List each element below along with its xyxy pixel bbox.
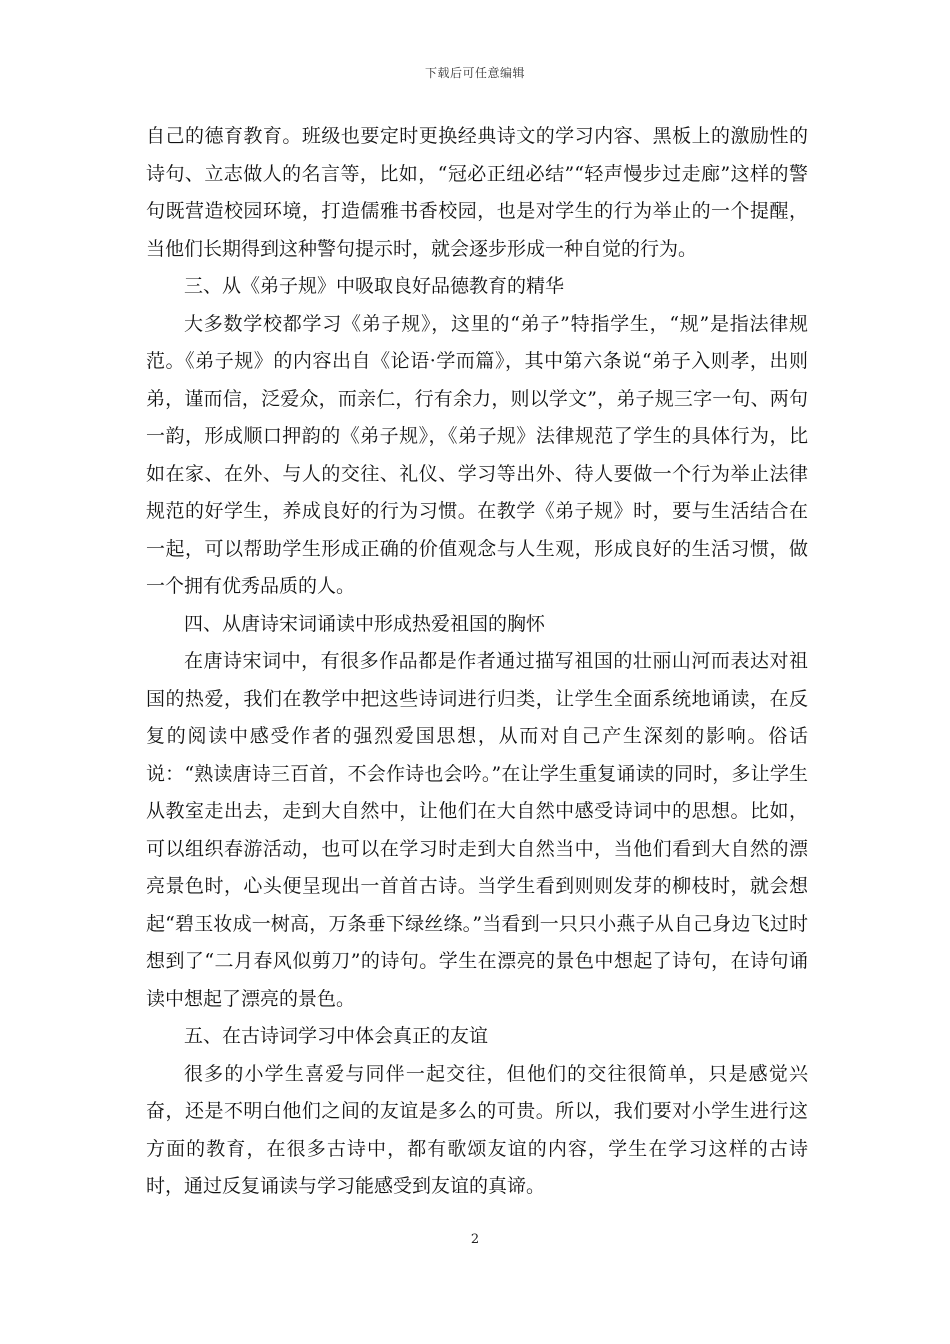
paragraph-intro: 自己的德育教育。班级也要定时更换经典诗文的学习内容、黑板上的激励性的诗句、立志做人的名言等，比如，“冠必正纽必结”“轻声慢步过走廊”这样的警句既营造校园环境，打造儒雅书香校园，也是对学生的行为举止的一个提醒，当他们长期得到这种警句提示时，就会逐步形成一种自觉的行为。 bbox=[146, 125, 808, 260]
document-body bbox=[146, 118, 808, 1206]
paragraph-tang-song: 在唐诗宋词中，有很多作品都是作者通过描写祖国的壮丽山河而表达对祖国的热爱，我们在教学中把这些诗词进行归类，让学生全面系统地诵读，在反复的阅读中感受作者的强烈爱国思想，从而对自己产生深刻的影响。俗话说：“熟读唐诗三百首，不会作诗也会吟。”在让学生重复诵读的同时，多让学生从教室走出去，走到大自然中，让他们在大自然中感受诗词中的思想。比如，可以组织春游活动，也可以在学习时走到大自然当中，当他们看到大自然的漂亮景色时，心头便呈现出一首首古诗。当学生看到则则发芽的柳枝时，就会想起“碧玉妆成一树高，万条垂下绿丝绦。”当看到一只只小燕子从自己身边飞过时想到了“二月春风似剪刀”的诗句。学生在漂亮的景色中想起了诗句，在诗句诵读中想起了漂亮的景色。 bbox=[146, 650, 808, 1010]
section-heading-3: 三、从《弟子规》中吸取良好品德教育的精华 bbox=[184, 275, 565, 297]
page-header-note: 下载后可任意编辑 bbox=[424, 66, 525, 80]
section-heading-4: 四、从唐诗宋词诵读中形成热爱祖国的胸怀 bbox=[184, 612, 546, 635]
page-number: 2 bbox=[470, 1232, 480, 1247]
section-heading-5: 五、在古诗词学习中体会真正的友谊 bbox=[184, 1025, 489, 1047]
paragraph-dizigui: 大多数学校都学习《弟子规》，这里的“弟子”特指学生，“规”是指法律规范。《弟子规》的内容出自《论语·学而篇》，其中第六条说“弟子入则孝，出则弟，谨而信，泛爱众，而亲仁，行有余力，则以学文”，弟子规三字一句、两句一韵，形成顺口押韵的《弟子规》，《弟子规》法律规范了学生的具体行为，比如在家、在外、与人的交往、礼仪、学习等出外、待人要做一个行为举止法律规范的好学生，养成良好的行为习惯。在教学《弟子规》时，要与生活结合在一起，可以帮助学生形成正确的价值观念与人生观，形成良好的生活习惯，做一个拥有优秀品质的人。 bbox=[146, 312, 808, 597]
paragraph-friendship: 很多的小学生喜爱与同伴一起交往，但他们的交往很简单，只是感觉兴奋，还是不明白他们之间的友谊是多么的可贵。所以，我们要对小学生进行这方面的教育，在很多古诗中，都有歌颂友谊的内容，学生在学习这样的古诗时，通过反复诵读与学习能感受到友谊的真谛。 bbox=[146, 1062, 808, 1197]
